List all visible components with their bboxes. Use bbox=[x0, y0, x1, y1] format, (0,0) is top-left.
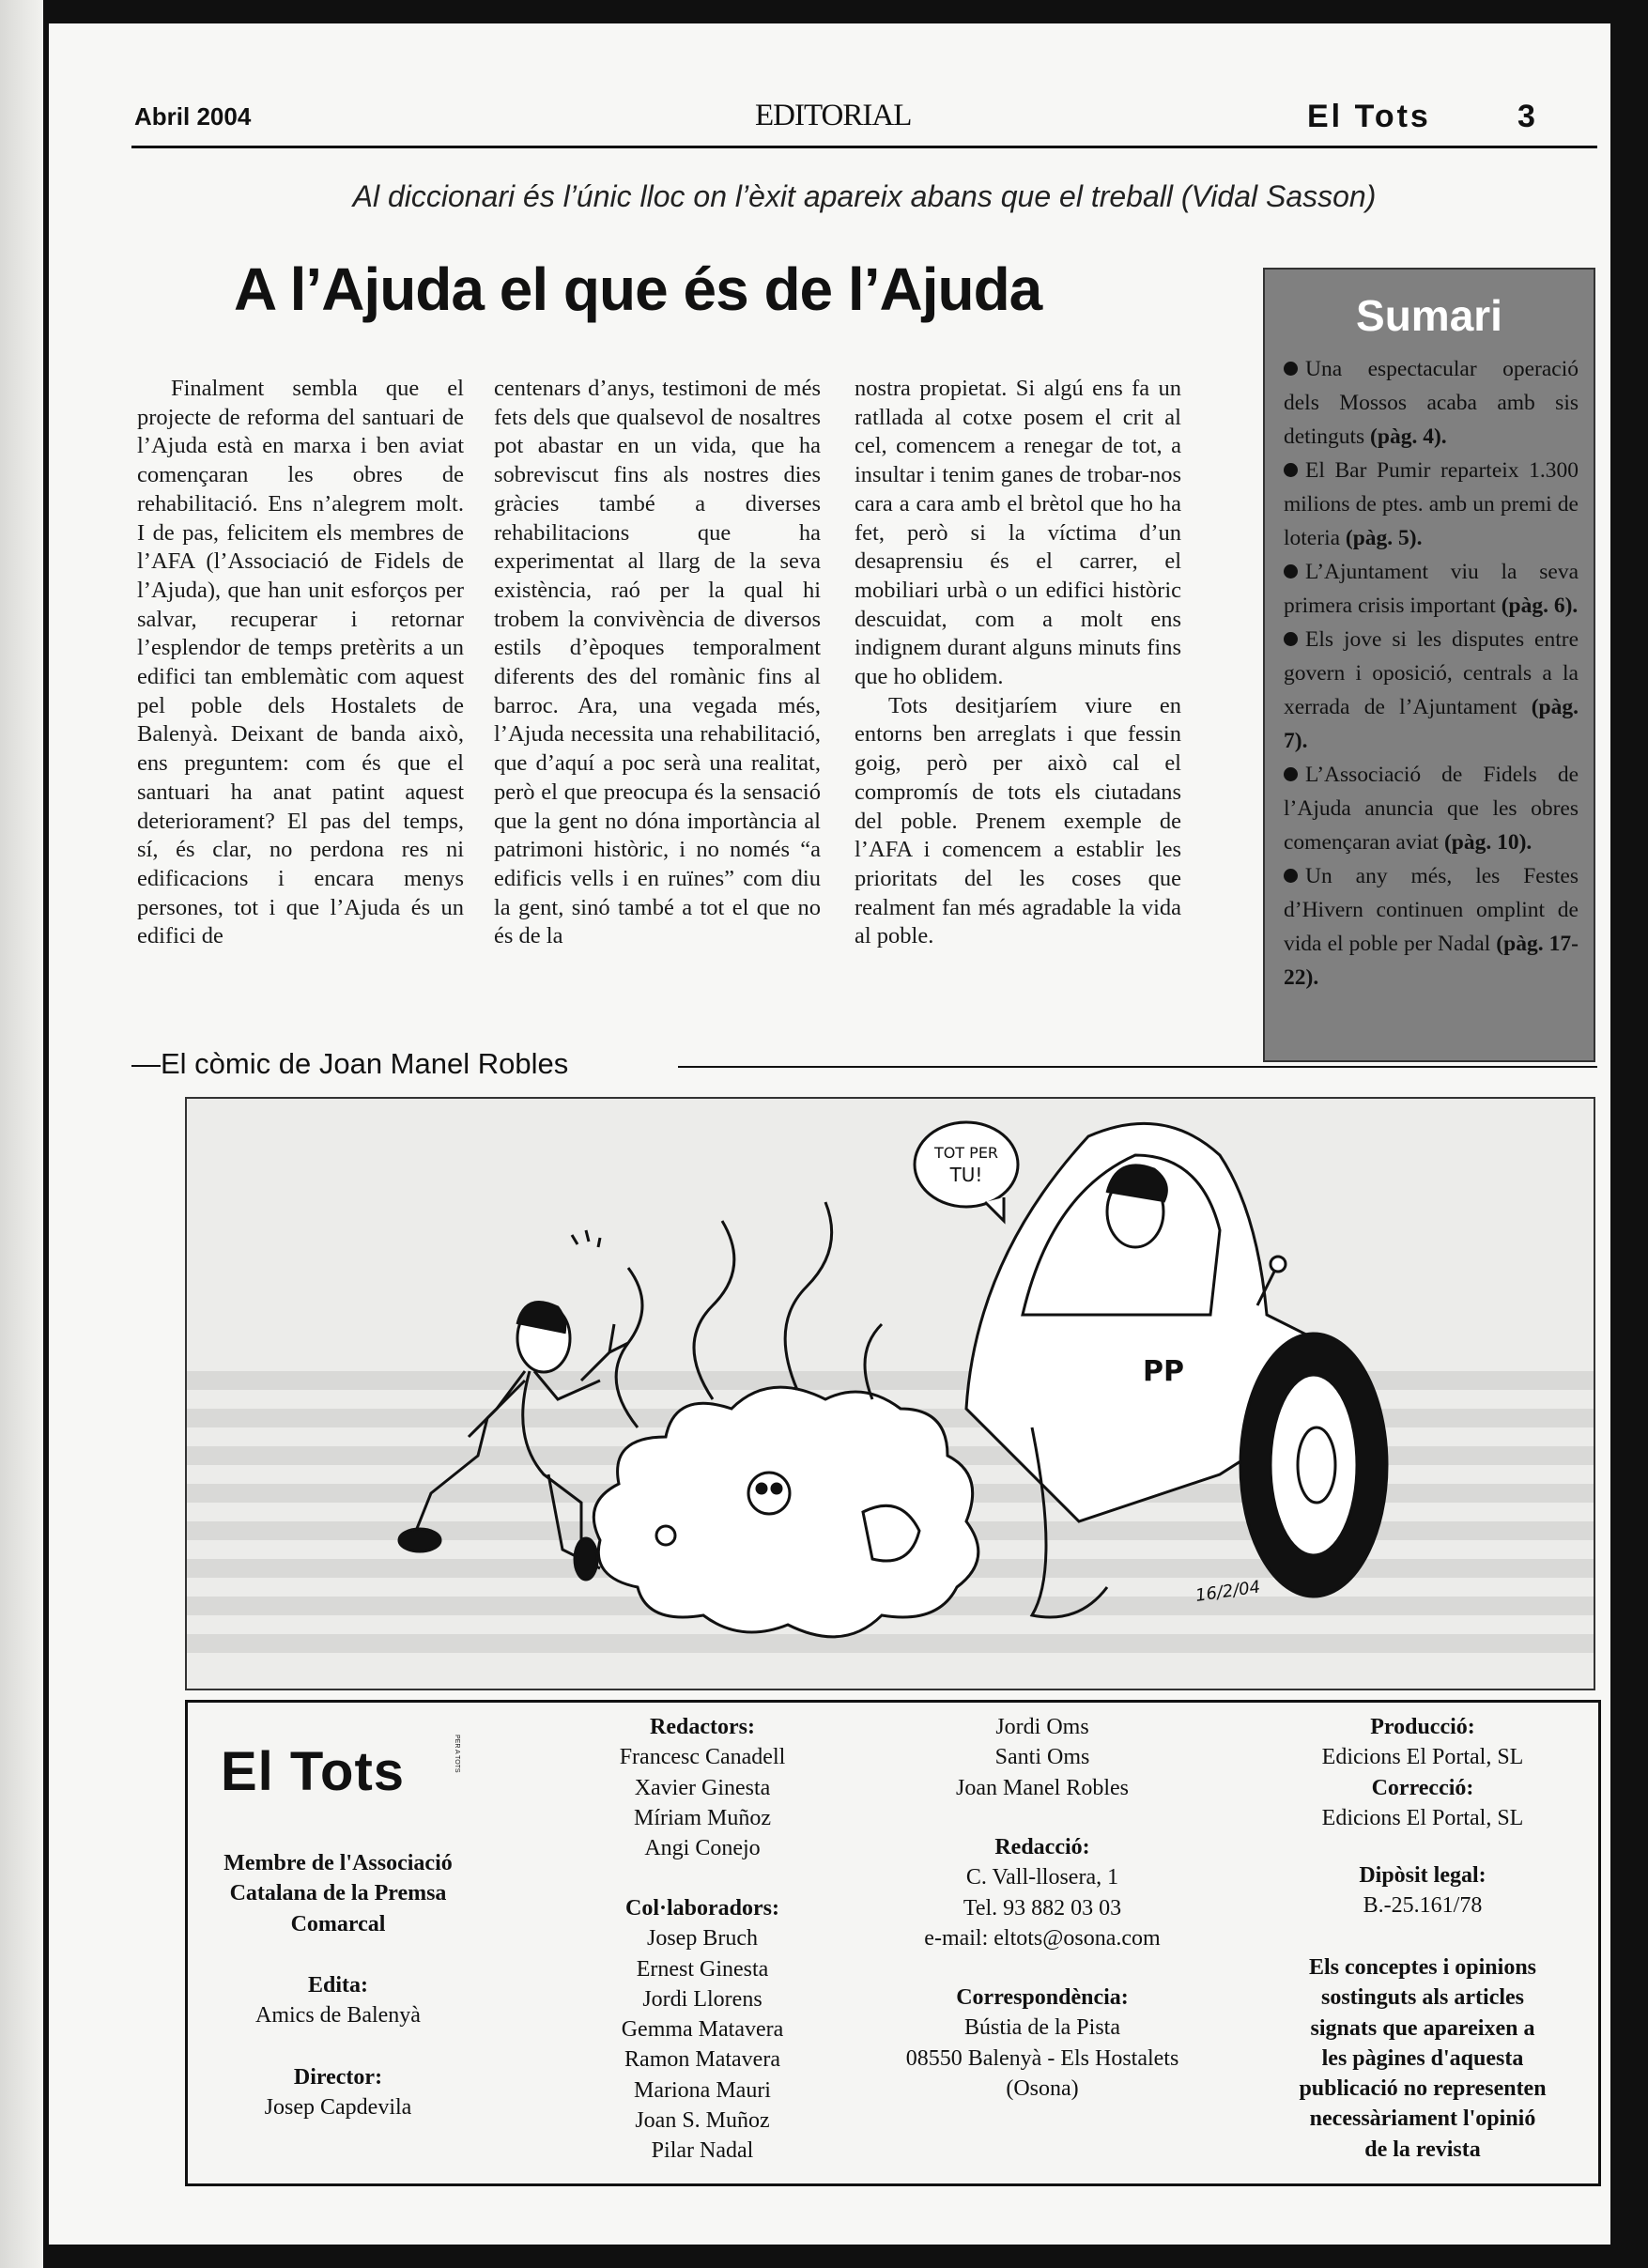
speech-line-1: TOT PER bbox=[933, 1144, 999, 1162]
sumari-box bbox=[1263, 268, 1595, 1062]
article-title: A l’Ajuda el que és de l’Ajuda bbox=[234, 255, 1042, 323]
sumari-title: Sumari bbox=[1356, 291, 1502, 340]
sumari-item[interactable]: Els jove si les disputes entre govern i oposició, centrals a la xerrada de l’Ajuntament (pàg. 7). bbox=[1284, 627, 1579, 753]
speech-line-2: TU! bbox=[949, 1164, 983, 1186]
bullet-icon bbox=[1284, 463, 1298, 477]
membership-note: Membre de l'Associació Catalana de la Premsa Comarcal bbox=[223, 1851, 453, 1936]
sumari-item[interactable]: L’Associació de Fidels de l’Ajuda anuncia que les obres començaran aviat (pàg. 10). bbox=[1284, 763, 1579, 855]
newspaper-page bbox=[49, 23, 1610, 2245]
car-plate-text: PP bbox=[1143, 1355, 1184, 1388]
el-tots-logo: El Tots bbox=[221, 1741, 406, 1802]
bullet-icon bbox=[1284, 362, 1298, 376]
page-number: 3 bbox=[1517, 99, 1535, 134]
header-rule bbox=[131, 146, 1597, 148]
sumari-item[interactable]: El Bar Pumir reparteix 1.300 milions de ptes. amb un premi de loteria (pàg. 5). bbox=[1284, 458, 1579, 550]
disclaimer: Els conceptes i opinions sostinguts als articles signats que apareixen a les pàgines d'aquesta publicació no representen necessàriament l'opinió de la revista bbox=[1299, 1955, 1547, 2162]
article-column-3 bbox=[855, 375, 1181, 951]
issue-date: Abril 2004 bbox=[134, 102, 252, 131]
logo-tagline: PER A TOTS bbox=[454, 1735, 460, 1773]
article-paragraph: centenars d’anys, testimoni de més fets dels que qualsevol de nosaltres pot abastar en un vida, que ha sobreviscut fins als nostres dies gràcies també a diverses rehabilitacions que ha experimentat al llarg de la seva existència, raó per la qual hi trobem la convivència de diversos estils d’èpoques temporalment diferents des del romànic fins al barroc. Ara, una vegada més, l’Ajuda necessita una rehabilitació, que d’aquí a poc serà una realitat, però el que preocupa és la sensació que la gent no dóna importància al patrimoni històric, i no només “a edificis vells i en ruïnes” com diu la gent, sinó també a tot el que no és de la bbox=[494, 376, 821, 949]
collaboradors-block: Col·laboradors: Josep Bruch Ernest Ginesta Jordi Llorens Gemma Matavera Ramon Matavera Mariona Mauri Joan S. Muñoz Pilar Nadal bbox=[621, 1896, 784, 2164]
bullet-icon bbox=[1284, 869, 1298, 883]
article-column-2 bbox=[494, 375, 821, 951]
sumari-list bbox=[1265, 341, 1594, 995]
comic-strip bbox=[185, 1097, 1595, 1690]
bullet-icon bbox=[1284, 564, 1298, 579]
article-column-1 bbox=[137, 375, 464, 951]
redaccio-block: Redacció: C. Vall-llosera, 1 Tel. 93 882 03 03 e-mail: eltots@osona.com bbox=[883, 1832, 1202, 1953]
comic-label: —El còmic de Joan Manel Robles bbox=[131, 1047, 569, 1080]
correspondencia-block: Correspondència: Bústia de la Pista 08550 Balenyà - Els Hostalets (Osona) bbox=[905, 1985, 1179, 2101]
facing-page-edge bbox=[0, 0, 43, 2268]
diposit-block: Dipòsit legal: B.-25.161/78 bbox=[1359, 1863, 1486, 1919]
comic-illustration bbox=[187, 1099, 1594, 1689]
credits-box bbox=[185, 1700, 1601, 2186]
comic-rule bbox=[678, 1066, 1597, 1068]
redactors-block: Redactors: Francesc Canadell Xavier Ginesta Míriam Muñoz Angi Conejo bbox=[619, 1715, 786, 1861]
sumari-item[interactable]: L’Ajuntament viu la seva primera crisis important (pàg. 6). bbox=[1284, 560, 1579, 618]
article-paragraph: nostra propietat. Si algú ens fa un ratllada al cotxe posem el crit al cel, comencem a renegar de tot, a insultar i tenim ganes de trobar-nos cara a cara amb el brètol que ho ha fet, però si la víctima d’un desaprensiu és el carrer, el mobiliari urbà o un edifici històric descuidat, com a molt ens indignem durant alguns minuts fins que ho oblidem. bbox=[855, 376, 1181, 690]
more-redactors-block: Jordi Oms Santi Oms Joan Manel Robles bbox=[956, 1715, 1129, 1800]
article-paragraph: Tots desitjaríem viure en entorns ben arreglats i que fessin goig, però per això cal el compromís de tots els ciutadans del poble. Prenem exemple de l’AFA i comencem a establir les prioritats del les coses que realment fan més agradable la vida al poble. bbox=[855, 692, 1181, 949]
comic-signature: 16/2/04 bbox=[1194, 1577, 1262, 1606]
email-link[interactable]: e-mail: eltots@osona.com bbox=[924, 1925, 1161, 1951]
bullet-icon bbox=[1284, 767, 1298, 781]
header-quote: Al diccionari és l’únic lloc on l’èxit apareix abans que el treball (Vidal Sasson) bbox=[352, 179, 1377, 213]
sumari-item[interactable]: Un any més, les Festes d’Hivern continuen omplint de vida el poble per Nadal (pàg. 17-22). bbox=[1284, 864, 1579, 990]
director-block: Director: Josep Capdevila bbox=[264, 2065, 412, 2121]
masthead-brand: El Tots bbox=[1307, 99, 1431, 134]
produccio-block: Producció: Edicions El Portal, SL Correcció: Edicions El Portal, SL bbox=[1321, 1715, 1524, 1830]
bullet-icon bbox=[1284, 632, 1298, 646]
edita-block: Edita: Amics de Balenyà bbox=[255, 1973, 421, 2029]
section-title: EDITORIAL bbox=[755, 99, 912, 132]
sumari-item[interactable]: Una espectacular operació dels Mossos acaba amb sis detinguts (pàg. 4). bbox=[1284, 357, 1579, 449]
article-paragraph: Finalment sembla que el projecte de reforma del santuari de l’Ajuda està en marxa i ben aviat començaran les obres de rehabilitació. Ens n’alegrem molt. I de pas, felicitem els membres de l’AFA (l’Associació de Fidels de l’Ajuda), que han unit esforços per salvar, recuperar i retornar l’esplendor de temps pretèrits a un edifici tan emblemàtic com aquest pel poble dels Hostalets de Balenyà. Deixant de banda això, ens preguntem: com és que el santuari ha anat patint aquest deteriorament? El pas del temps, sí, és clar, no perdona res ni edificacions i encara menys persones, tot i que l’Ajuda és un edifici de bbox=[137, 376, 464, 949]
